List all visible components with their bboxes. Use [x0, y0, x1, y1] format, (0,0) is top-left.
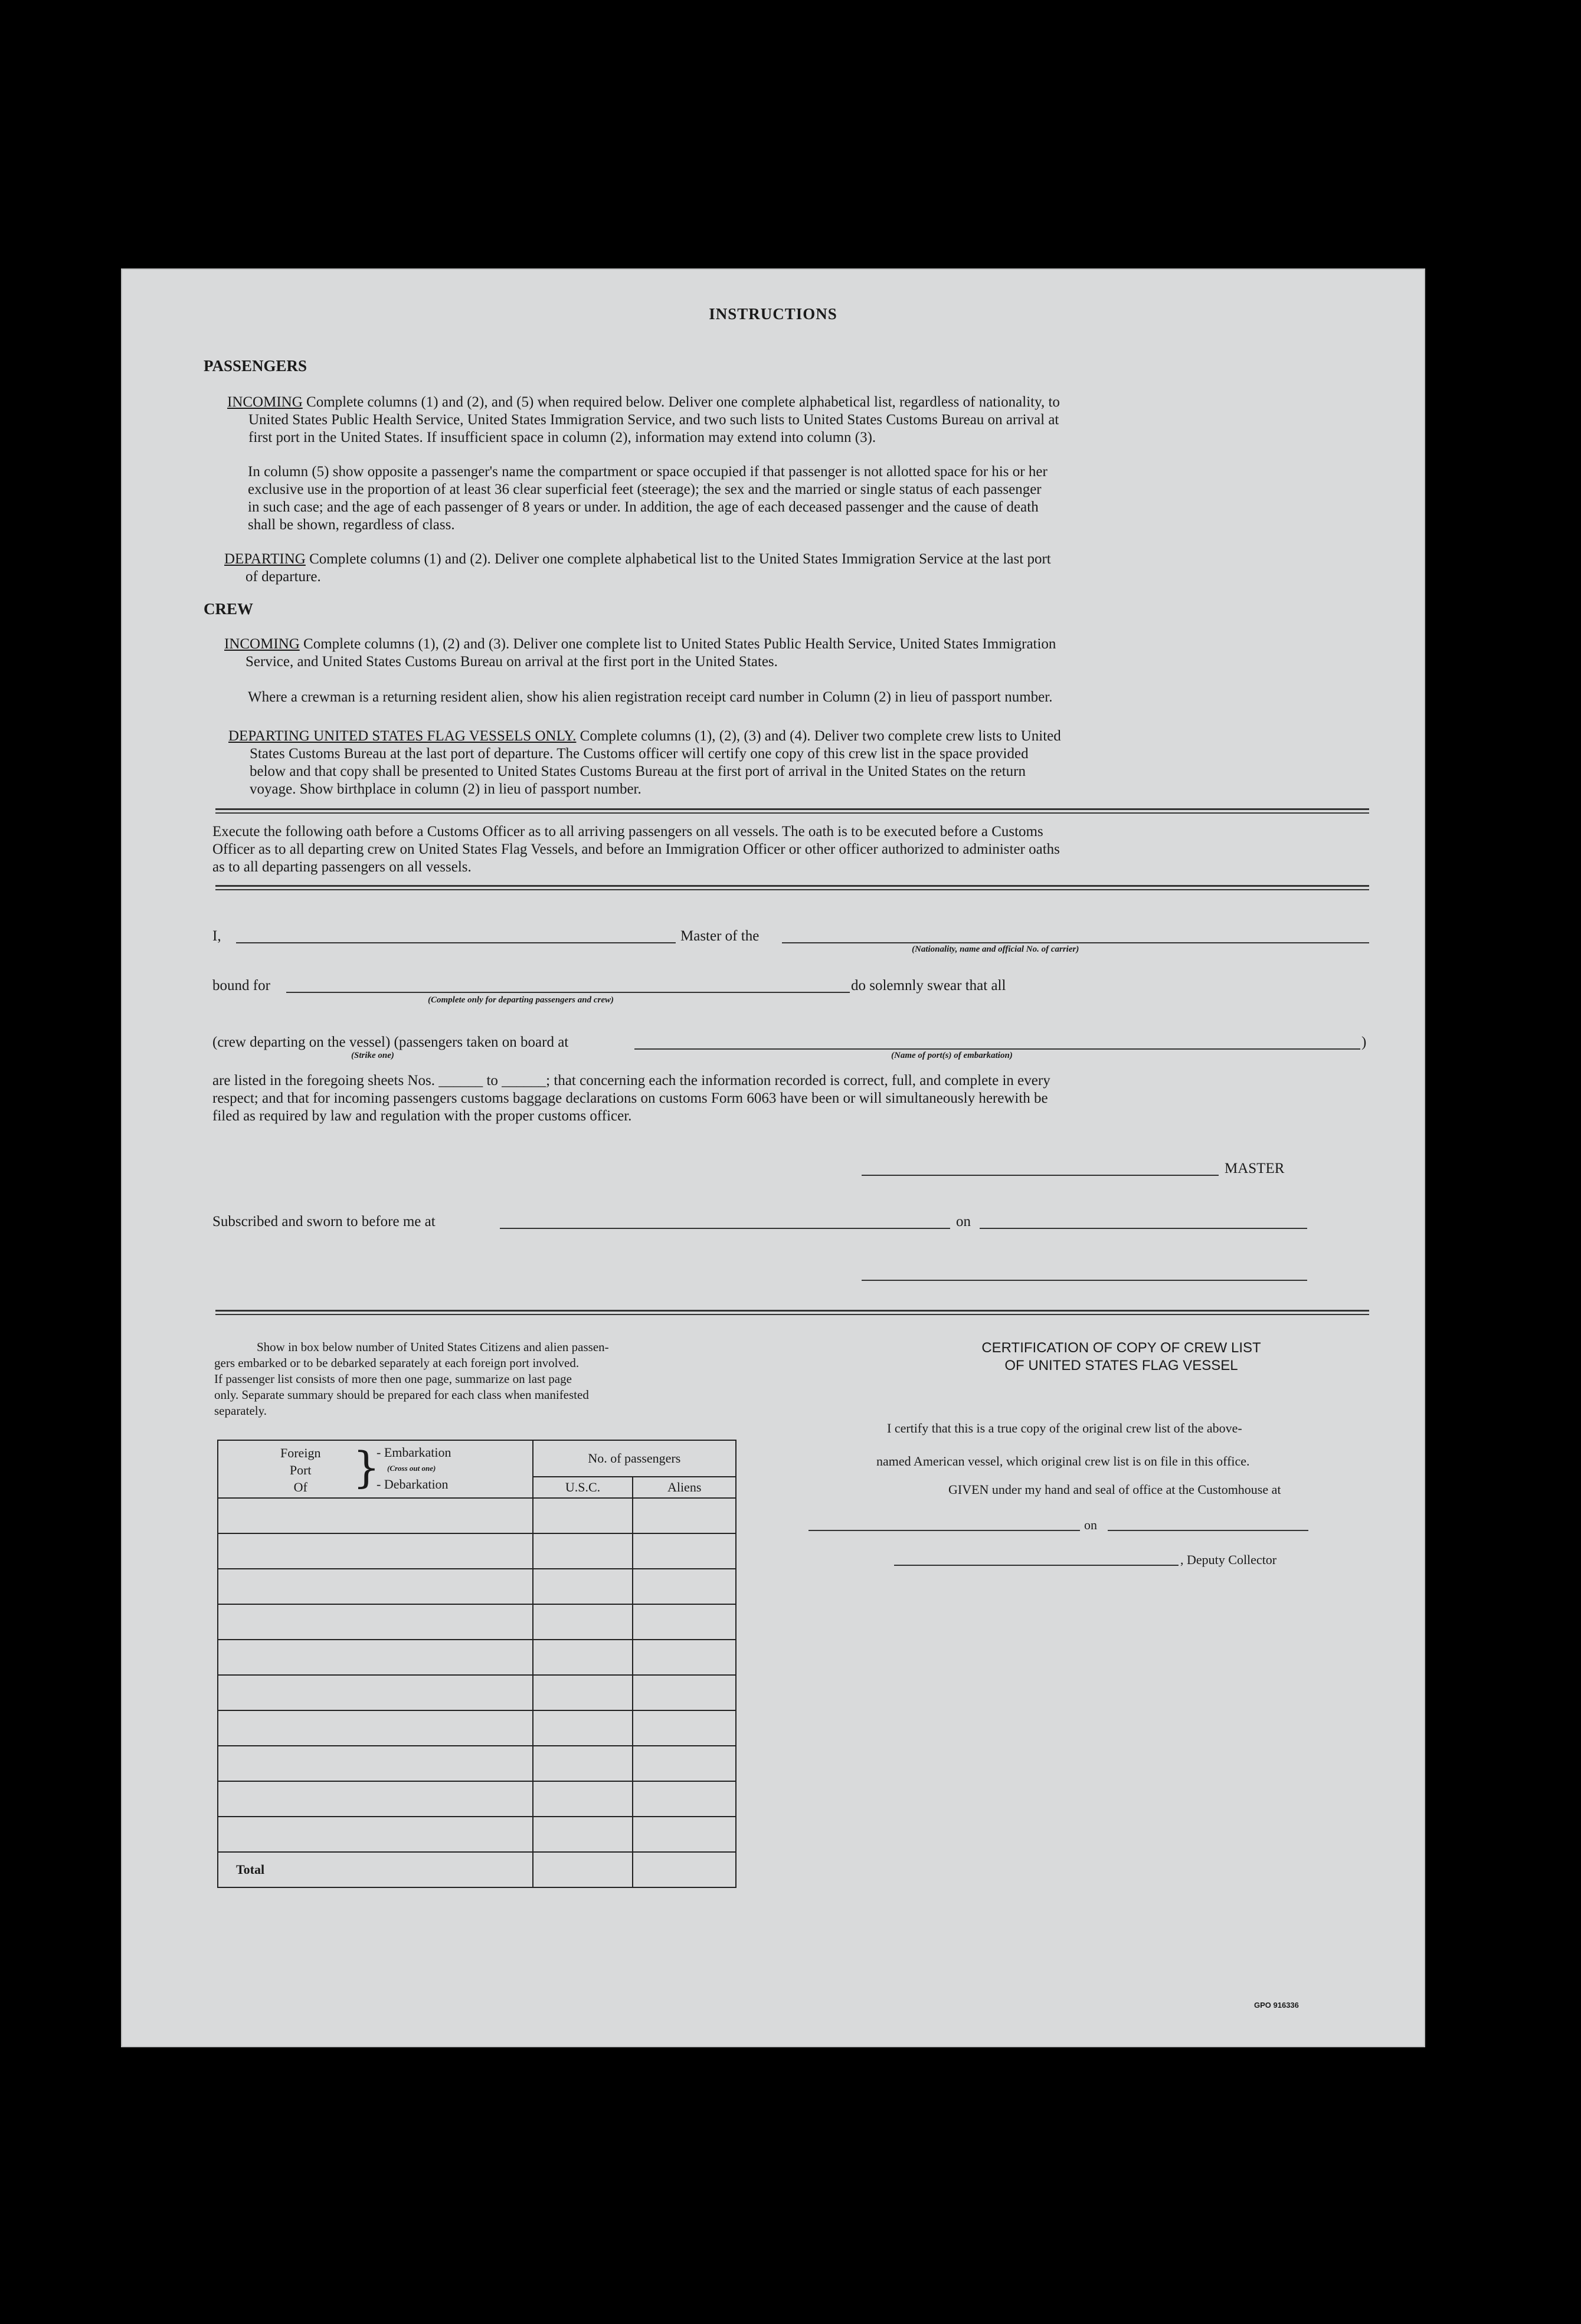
master-signature-field[interactable]: [862, 1175, 1219, 1176]
port-cell[interactable]: [218, 1604, 533, 1640]
usc-cell[interactable]: [533, 1746, 633, 1781]
total-label: Total: [218, 1852, 533, 1887]
divider: [215, 812, 1369, 814]
aliens-cell[interactable]: [633, 1533, 736, 1569]
port-label: Port: [289, 1463, 312, 1477]
sworn-place-field[interactable]: [500, 1228, 950, 1229]
aliens-cell[interactable]: [633, 1640, 736, 1675]
customhouse-field[interactable]: [808, 1530, 1080, 1531]
master-label: MASTER: [1225, 1161, 1285, 1176]
sworn-date-field[interactable]: [980, 1228, 1307, 1229]
bound-for-label: bound for: [212, 978, 270, 994]
table-row: [218, 1710, 736, 1746]
cross-out-hint: (Cross out one): [387, 1464, 436, 1473]
port-header-cell: [218, 1440, 533, 1498]
aliens-cell[interactable]: [633, 1746, 736, 1781]
summary-text: separately.: [214, 1404, 267, 1418]
certification-text: I certify that this is a true copy of the original crew list of the above-: [887, 1421, 1242, 1435]
passengers-incoming-label: INCOMING: [227, 394, 303, 410]
crew-departing-text: voyage. Show birthplace in column (2) in lieu of passport number.: [250, 781, 641, 797]
table-row: [218, 1781, 736, 1817]
usc-cell[interactable]: [533, 1640, 633, 1675]
divider: [215, 1310, 1369, 1312]
crew-incoming-label: INCOMING: [224, 636, 300, 652]
table-row: [218, 1604, 736, 1640]
page-title: INSTRUCTIONS: [709, 305, 837, 323]
aliens-cell[interactable]: [633, 1781, 736, 1817]
certification-title-line: OF UNITED STATES FLAG VESSEL: [1004, 1358, 1238, 1374]
certification-on-label: on: [1084, 1517, 1097, 1532]
table-row: [218, 1746, 736, 1781]
no-passengers-header: No. of passengers: [533, 1440, 736, 1477]
column5-text: exclusive use in the proportion of at least 36 clear superficial feet (steerage); the sex and the married or single status of each passenger: [248, 481, 1042, 497]
crew-departing-text: below and that copy shall be presented to United States Customs Bureau at the first port of arrival in the United States on the return: [250, 763, 1026, 779]
passengers-departing-text: Complete columns (1) and (2). Deliver one complete alphabetical list to the United States Immigration Service at the last port: [305, 551, 1051, 567]
passengers-heading: PASSENGERS: [204, 357, 307, 375]
oath-intro-text: Officer as to all departing crew on United States Flag Vessels, and before an Immigration Officer or other officer authorized to administer oaths: [212, 841, 1060, 857]
port-cell[interactable]: [218, 1817, 533, 1852]
crew-incoming-block: [224, 635, 1399, 671]
divider: [215, 1314, 1369, 1315]
listed-text: respect; and that for incoming passengers customs baggage declarations on customs Form 6063 have been or will simultaneously herewith be: [212, 1090, 1048, 1106]
gpo-code: GPO 916336: [1254, 2001, 1299, 2010]
aliens-cell[interactable]: [633, 1569, 736, 1604]
crew-incoming-text: Service, and United States Customs Bureau on arrival at the first port in the United States.: [246, 654, 778, 670]
sworn-on-label: on: [956, 1214, 971, 1230]
crew-departing-block: [228, 727, 1403, 798]
divider: [215, 885, 1369, 887]
bound-for-field[interactable]: [286, 992, 850, 993]
usc-cell[interactable]: [533, 1569, 633, 1604]
usc-cell[interactable]: [533, 1675, 633, 1710]
column5-block: [248, 463, 1405, 534]
brace-icon: }: [353, 1443, 380, 1492]
port-cell[interactable]: [218, 1710, 533, 1746]
certification-text: GIVEN under my hand and seal of office at the Customhouse at: [948, 1482, 1281, 1497]
table-row: [218, 1569, 736, 1604]
port-embarkation-field[interactable]: [634, 1048, 1360, 1050]
port-cell[interactable]: [218, 1746, 533, 1781]
usc-cell[interactable]: [533, 1533, 633, 1569]
foreign-label: Foreign: [280, 1445, 321, 1460]
passengers-incoming-block: [227, 394, 1402, 447]
master-of-label: Master of the: [680, 928, 760, 944]
certification-title: [841, 1339, 1402, 1375]
debarkation-option[interactable]: - Debarkation: [377, 1477, 449, 1492]
embarkation-option[interactable]: - Embarkation: [377, 1445, 451, 1460]
deputy-collector-label: , Deputy Collector: [1180, 1552, 1277, 1567]
listed-block: [212, 1072, 1405, 1125]
passengers-departing-text: of departure.: [246, 569, 321, 585]
crew-departing-label: (crew departing on the vessel) (passengers taken on board at: [212, 1034, 569, 1050]
column5-text: shall be shown, regardless of class.: [248, 517, 455, 533]
listed-text: filed as required by law and regulation with the proper customs officer.: [212, 1108, 632, 1124]
passenger-summary-table: [217, 1440, 737, 1888]
passengers-departing-label: DEPARTING: [224, 551, 306, 567]
certification-text: named American vessel, which original crew list is on file in this office.: [876, 1454, 1250, 1469]
crew-departing-text: Complete columns (1), (2), (3) and (4). Deliver two complete crew lists to United: [576, 728, 1061, 744]
aliens-cell[interactable]: [633, 1817, 736, 1852]
strike-hint: (Strike one): [351, 1051, 394, 1060]
port-cell[interactable]: [218, 1498, 533, 1533]
summary-instructions: [214, 1339, 846, 1419]
summary-text: only. Separate summary should be prepared for each class when manifested: [214, 1388, 589, 1402]
column5-text: In column (5) show opposite a passenger's name the compartment or space occupied if that passenger is not allotted space for his or her: [248, 464, 1048, 480]
oath-intro-text: as to all departing passengers on all vessels.: [212, 859, 472, 875]
table-row: [218, 1498, 736, 1533]
total-aliens-cell[interactable]: [633, 1852, 736, 1887]
nationality-hint: (Nationality, name and official No. of carrier): [912, 945, 1079, 954]
crew-heading: CREW: [204, 600, 254, 618]
certification-title-line: CERTIFICATION OF COPY OF CREW LIST: [981, 1340, 1261, 1356]
summary-text: If passenger list consists of more then one page, summarize on last page: [214, 1372, 572, 1386]
passengers-incoming-text: United States Public Health Service, United States Immigration Service, and two such lists to United States Customs Bureau on arrival at: [248, 412, 1059, 428]
close-paren: ): [1361, 1034, 1367, 1050]
usc-cell[interactable]: [533, 1710, 633, 1746]
aliens-cell[interactable]: [633, 1604, 736, 1640]
deputy-signature-field[interactable]: [894, 1565, 1179, 1566]
usc-cell[interactable]: [533, 1498, 633, 1533]
passengers-incoming-text: Complete columns (1) and (2), and (5) when required below. Deliver one complete alphabetical list, regardless of nationality, to: [302, 394, 1060, 410]
certification-body: [835, 1412, 1425, 1502]
carrier-field[interactable]: [782, 942, 1369, 943]
crew-departing-label: DEPARTING UNITED STATES FLAG VESSELS ONLY.: [228, 728, 577, 744]
complete-hint: (Complete only for departing passengers and crew): [428, 995, 614, 1005]
table-row: [218, 1817, 736, 1852]
subscribed-label: Subscribed and sworn to before me at: [212, 1214, 436, 1230]
oath-i-label: I,: [212, 928, 221, 944]
table-row: [218, 1640, 736, 1675]
crew-incoming-text: Complete columns (1), (2) and (3). Deliver one complete list to United States Public Health Service, United States Immigration: [299, 636, 1056, 652]
aliens-cell[interactable]: [633, 1710, 736, 1746]
form-sheet: [121, 268, 1425, 2047]
swear-label: do solemnly swear that all: [851, 978, 1006, 994]
table-row: [218, 1533, 736, 1569]
aliens-cell[interactable]: [633, 1498, 736, 1533]
summary-text: gers embarked or to be debarked separately at each foreign port involved.: [214, 1356, 580, 1370]
officer-signature-field[interactable]: [862, 1280, 1307, 1281]
usc-cell[interactable]: [533, 1604, 633, 1640]
certification-date-field[interactable]: [1108, 1530, 1308, 1531]
oath-intro-text: Execute the following oath before a Customs Officer as to all arriving passengers on all vessels. The oath is to be executed before a Customs: [212, 824, 1043, 840]
table-row: [218, 1675, 736, 1710]
port-hint: (Name of port(s) of embarkation): [891, 1051, 1013, 1060]
port-cell[interactable]: [218, 1781, 533, 1817]
listed-text: are listed in the foregoing sheets Nos. ______ to ______; that concerning each the information recorded is correct, full, and complete in every: [212, 1073, 1050, 1089]
crew-departing-text: States Customs Bureau at the last port of departure. The Customs officer will certify one copy of this crew list in the space provided: [250, 746, 1029, 762]
port-cell[interactable]: [218, 1569, 533, 1604]
column5-text: in such case; and the age of each passenger of 8 years or under. In addition, the age of each deceased passenger and the cause of death: [248, 499, 1039, 515]
table-header-row: [218, 1440, 736, 1477]
aliens-header: Aliens: [633, 1477, 736, 1498]
port-cell[interactable]: [218, 1640, 533, 1675]
summary-text: Show in box below number of United States Citizens and alien passen-: [257, 1340, 609, 1354]
total-usc-cell[interactable]: [533, 1852, 633, 1887]
total-row: [218, 1852, 736, 1887]
port-cell[interactable]: [218, 1533, 533, 1569]
usc-cell[interactable]: [533, 1817, 633, 1852]
crew-resident-text: Where a crewman is a returning resident alien, show his alien registration receipt card number in Column (2) in lieu of passport number.: [248, 689, 1053, 705]
passengers-departing-block: [224, 550, 1399, 586]
passengers-incoming-text: first port in the United States. If insufficient space in column (2), information may extend into column (3).: [248, 430, 876, 445]
port-cell[interactable]: [218, 1675, 533, 1710]
usc-cell[interactable]: [533, 1781, 633, 1817]
oath-intro: [212, 823, 1405, 876]
of-label: Of: [293, 1480, 307, 1494]
master-name-field[interactable]: [236, 942, 676, 943]
aliens-cell[interactable]: [633, 1675, 736, 1710]
divider: [215, 808, 1369, 810]
usc-header: U.S.C.: [533, 1477, 633, 1498]
divider: [215, 889, 1369, 890]
